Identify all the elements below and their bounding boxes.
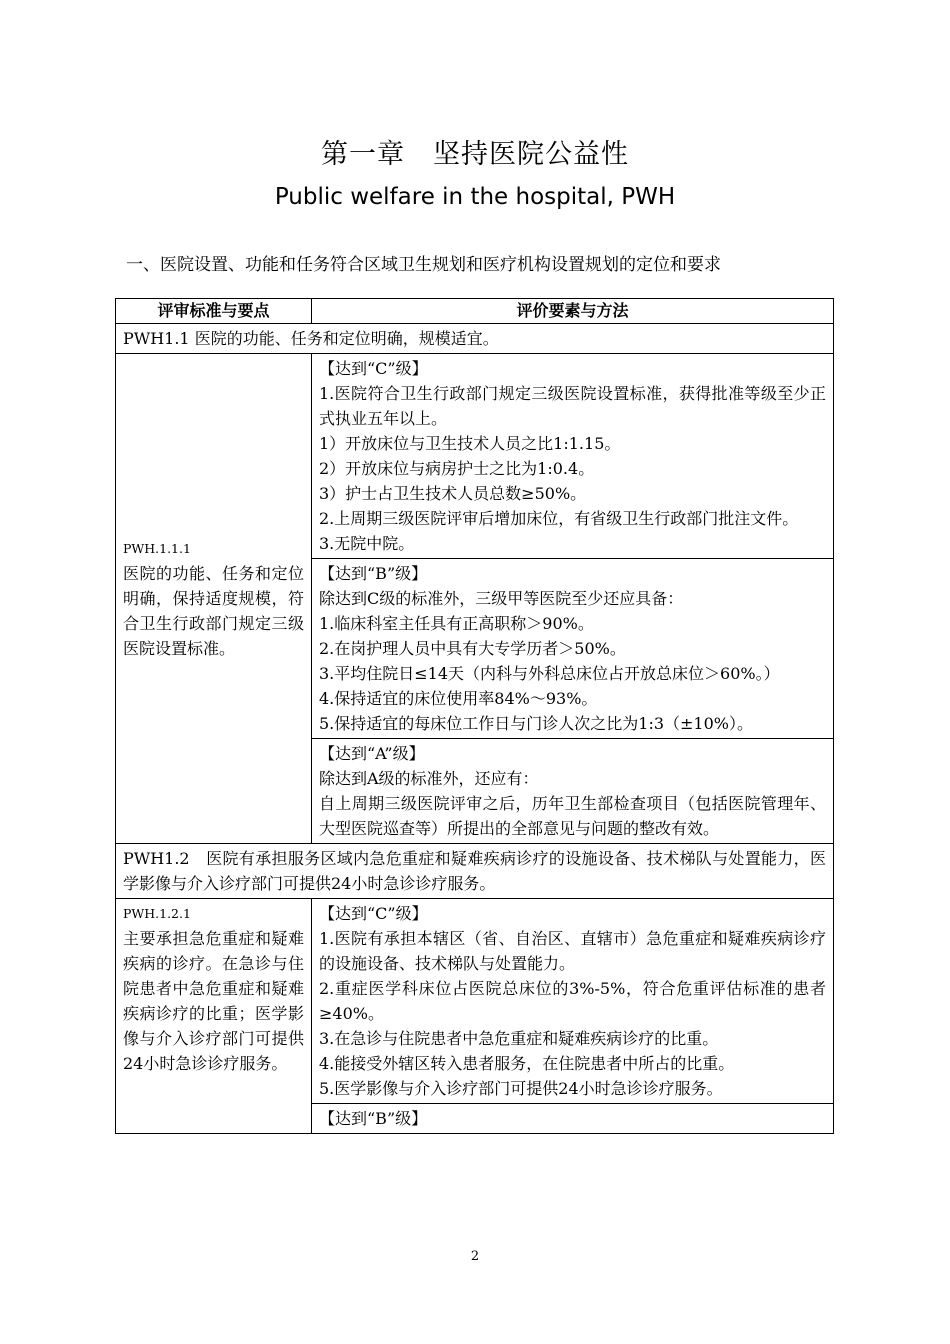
level-heading: 【达到“A”级】 [319, 744, 425, 763]
list-item: 1）开放床位与卫生技术人员之比1:1.15。 [319, 434, 621, 453]
standards-table [115, 298, 834, 1134]
item-code: PWH.1.1.1 [123, 541, 191, 556]
list-item: 3.平均住院日≤14天（内科与外科总床位占开放总床位＞60%。） [319, 664, 780, 683]
b-level-cell [312, 559, 834, 739]
c-level-cell [312, 899, 834, 1104]
page-number: 2 [470, 1249, 480, 1264]
table-row [116, 899, 834, 1104]
list-item: 3.在急诊与住院患者中急危重症和疑难疾病诊疗的比重。 [319, 1029, 719, 1048]
item-code: PWH.1.2.1 [123, 906, 191, 921]
list-item: 3.无院中院。 [319, 534, 415, 553]
level-heading: 【达到“B”级】 [319, 1109, 428, 1128]
chapter-title: 第一章 坚持医院公益性 [321, 139, 629, 170]
list-item: 除达到A级的标准外，还应有： [319, 769, 539, 788]
list-item: 4.保持适宜的床位使用率84%～93%。 [319, 689, 598, 708]
table-row [116, 844, 834, 899]
list-item: 2）开放床位与病房护士之比为1:0.4。 [319, 459, 595, 478]
list-item: 1.医院有承担本辖区（省、自治区、直辖市）急危重症和疑难疾病诊疗的设施设备、技术梯队与处置能力。 [319, 929, 826, 973]
pwh-1-1-label: PWH1.1 医院的功能、任务和定位明确，规模适宜。 [116, 324, 834, 354]
header-standard: 评审标准与要点 [116, 299, 312, 324]
list-item: 2.上周期三级医院评审后增加床位，有省级卫生行政部门批注文件。 [319, 509, 799, 528]
list-item: 1.医院符合卫生行政部门规定三级医院设置标准，获得批准等级至少正式执业五年以上。 [319, 384, 826, 428]
item-text: 医院的功能、任务和定位明确，保持适度规模，符合卫生行政部门规定三级医院设置标准。 [123, 564, 304, 658]
a-level-cell [312, 739, 834, 844]
pwh-1-2-label: PWH1.2 医院有承担服务区域内急危重症和疑难疾病诊疗的设施设备、技术梯队与处置能力，医学影像与介入诊疗部门可提供24小时急诊诊疗服务。 [116, 844, 834, 899]
pwh-1-1-1-standard [116, 354, 312, 844]
section-heading: 一、医院设置、功能和任务符合区域卫生规划和医疗机构设置规划的定位和要求 [126, 255, 721, 275]
header-evaluation: 评价要素与方法 [312, 299, 834, 324]
c-level-cell [312, 354, 834, 559]
table-row [116, 354, 834, 559]
list-item: 3）护士占卫生技术人员总数≥50%。 [319, 484, 587, 503]
b-level-cell [312, 1104, 834, 1134]
chapter-subtitle: Public welfare in the hospital, PWH [274, 184, 676, 210]
pwh-1-2-1-standard [116, 899, 312, 1134]
list-item: 除达到C级的标准外，三级甲等医院至少还应具备： [319, 589, 684, 608]
list-item: 自上周期三级医院评审之后，历年卫生部检查项目（包括医院管理年、大型医院巡查等）所提出的全部意见与问题的整改有效。 [319, 794, 826, 838]
list-item: 1.临床科室主任具有正高职称＞90%。 [319, 614, 594, 633]
table-row [116, 324, 834, 354]
list-item: 5.医学影像与介入诊疗部门可提供24小时急诊诊疗服务。 [319, 1079, 723, 1098]
list-item: 4.能接受外辖区转入患者服务，在住院患者中所占的比重。 [319, 1054, 735, 1073]
level-heading: 【达到“C”级】 [319, 904, 428, 923]
level-heading: 【达到“B”级】 [319, 564, 428, 583]
table-header-row [116, 299, 834, 324]
list-item: 2.重症医学科床位占医院总床位的3%-5%，符合危重评估标准的患者≥40%。 [319, 979, 826, 1023]
list-item: 5.保持适宜的每床位工作日与门诊人次之比为1:3（±10%）。 [319, 714, 753, 733]
list-item: 2.在岗护理人员中具有大专学历者＞50%。 [319, 639, 626, 658]
level-heading: 【达到“C”级】 [319, 359, 428, 378]
item-text: 主要承担急危重症和疑难疾病的诊疗。在急诊与住院患者中急危重症和疑难疾病诊疗的比重；医学影像与介入诊疗部门可提供24小时急诊诊疗服务。 [123, 929, 304, 1073]
